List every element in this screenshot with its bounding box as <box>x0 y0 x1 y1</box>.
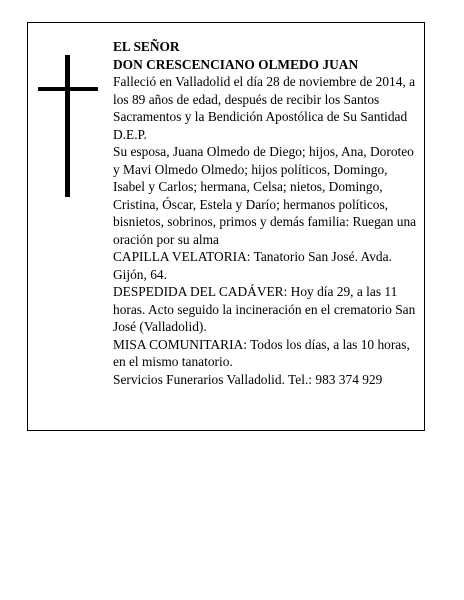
mass-paragraph: MISA COMUNITARIA: Todos los días, a las 10 horas, en el mismo tanatorio. <box>113 336 410 369</box>
notice-heading: EL SEÑOR <box>113 39 180 54</box>
cross-vertical-bar <box>65 55 70 197</box>
notice-body <box>113 38 418 388</box>
obituary-notice <box>27 22 425 431</box>
family-paragraph: Su esposa, Juana Olmedo de Diego; hijos, Ana, Doroteo y Mavi Olmedo Olmedo; hijos políticos, Domingo, Isabel y Carlos; hermana, Celsa; nietos, Domingo, Cristina, Óscar, Estela y Darío; hermanos políticos, bisnietos, sobrinos, primos y demás familia: Ruegan una oración por su alma <box>113 144 417 247</box>
deceased-name: DON CRESCENCIANO OLMEDO JUAN <box>113 56 359 72</box>
cross-horizontal-bar <box>38 87 98 91</box>
services-paragraph: Servicios Funerarios Valladolid. Tel.: 983 374 929 <box>113 371 383 387</box>
chapel-paragraph: CAPILLA VELATORIA: Tanatorio San José. Avda. Gijón, 64. <box>113 249 392 282</box>
farewell-paragraph: DESPEDIDA DEL CADÁVER: Hoy día 29, a las 11 horas. Acto seguido la incineración en el crematorio San José (Valladolid). <box>113 284 416 334</box>
death-paragraph: Falleció en Valladolid el día 28 de noviembre de 2014, a los 89 años de edad, después de recibir los Santos Sacramentos y la Bendición Apostólica de Su Santidad D.E.P. <box>113 74 416 142</box>
